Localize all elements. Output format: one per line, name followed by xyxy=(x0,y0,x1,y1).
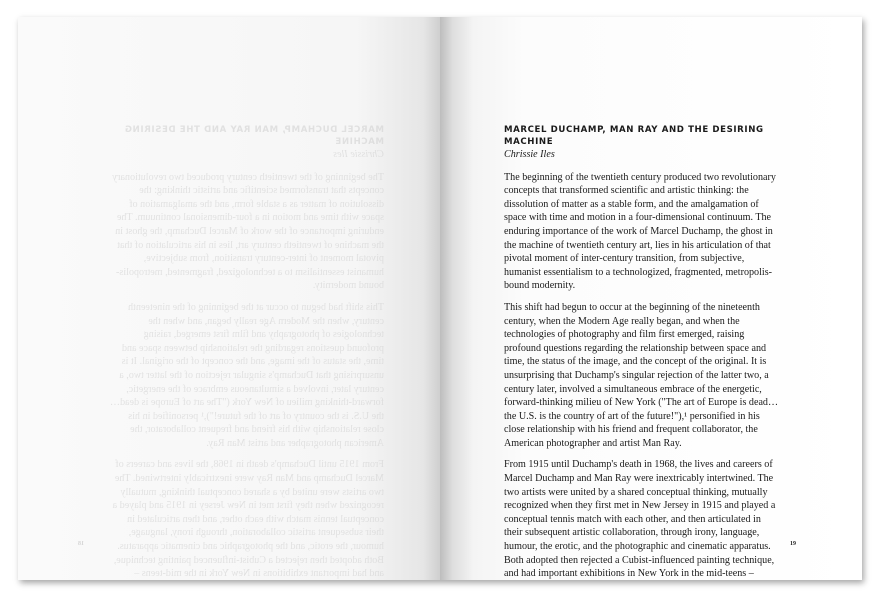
page-number: 19 xyxy=(790,541,796,547)
article-paragraph: The beginning of the twentieth century produced two revolutionary concepts that transformed scientific and artistic thinking: the dissolution of matter as a stable form, and the amalgamation of space with time and motion in a four-dimensional continuum. The enduring importance of the work of Marcel Duchamp, the ghost in the machine of twentieth century art, lies in his articulation of that pivotal moment of inter-century transition, from subjective, humanist essentialism to a technologized, fragmented, metropolis-bound modernity. xyxy=(504,171,776,292)
show-through-paragraph: This shift had begun to occur at the beginning of the nineteenth century, when the Modern Age really began, and when the technologies of photography and film first emerged, raising profound questions regarding the relationship between space and time, the status of the image, and the concept of the original. It is unsurprising that Duchamp's singular rejection of the latter two, a century later, involved a simultaneous embrace of the energetic, forward-thinking milieu of New York ("The art of Europe is dead… the U.S. is the country of art of the future!"),¹ personified in his close relationship with his friend and frequent collaborator, the American photographer and artist Man Ray. xyxy=(109,301,384,449)
article-title: MARCEL DUCHAMP, MAN RAY AND THE DESIRING MACHINE xyxy=(504,125,764,147)
article-author: Chrissie Iles xyxy=(504,149,555,160)
right-page xyxy=(440,17,862,580)
article-body xyxy=(504,124,780,580)
show-through-title: MARCEL DUCHAMP, MAN RAY AND THE DESIRING MACHINE xyxy=(124,125,384,147)
book-spread xyxy=(18,17,862,580)
left-page-number: 18 xyxy=(78,541,84,547)
article-paragraph: From 1915 until Duchamp's death in 1968, the lives and careers of Marcel Duchamp and Man Ray were inextricably intertwined. The two artists were united by a shared conceptual thinking, mutually recognized when they first met in New Jersey in 1915 and played a conceptual tennis match with each other, and then articulated in their subsequent artistic collaboration, through irony, language, humour, the erotic, and the photographic and cinematic apparatus. Both adopted then rejected a Cubist-influenced painting technique, and had important exhibitions in New York in the mid-teens – xyxy=(504,459,776,580)
show-through-paragraph: From 1915 until Duchamp's death in 1968, the lives and careers of Marcel Duchamp and Man Ray were inextricably intertwined. The two artists were united by a shared conceptual thinking, mutually recognized when they first met in New Jersey in 1915 and played a conceptual tennis match with each other, and then articulated in their subsequent artistic collaboration, through irony, language, humour, the erotic, and the photographic and cinematic apparatus. Both adopted then rejected a Cubist-influenced painting technique, and had important exhibitions in New York in the mid-teens – xyxy=(112,459,384,580)
article-paragraph: This shift had begun to occur at the beginning of the nineteenth century, when the Modern Age really began, and when the technologies of photography and film first emerged, raising profound questions regarding the relationship between space and time, the status of the image, and the concept of the original. It is unsurprising that Duchamp's singular rejection of the latter two, a century later, involved a simultaneous embrace of the energetic, forward-thinking milieu of New York ("The art of Europe is dead… the U.S. is the country of art of the future!"),¹ personified in his close relationship with his friend and frequent collaborator, the American photographer and artist Man Ray. xyxy=(504,301,779,449)
show-through-text xyxy=(108,124,384,580)
show-through-paragraph: The beginning of the twentieth century produced two revolutionary concepts that transformed scientific and artistic thinking: the dissolution of matter as a stable form, and the amalgamation of space with time and motion in a four-dimensional continuum. The enduring importance of the work of Marcel Duchamp, the ghost in the machine of twentieth century art, lies in his articulation of that pivotal moment of inter-century transition, from subjective, humanist essentialism to a technologized, fragmented, metropolis-bound modernity. xyxy=(112,171,384,292)
show-through-author: Chrissie Iles xyxy=(333,149,384,160)
left-page xyxy=(18,17,440,580)
